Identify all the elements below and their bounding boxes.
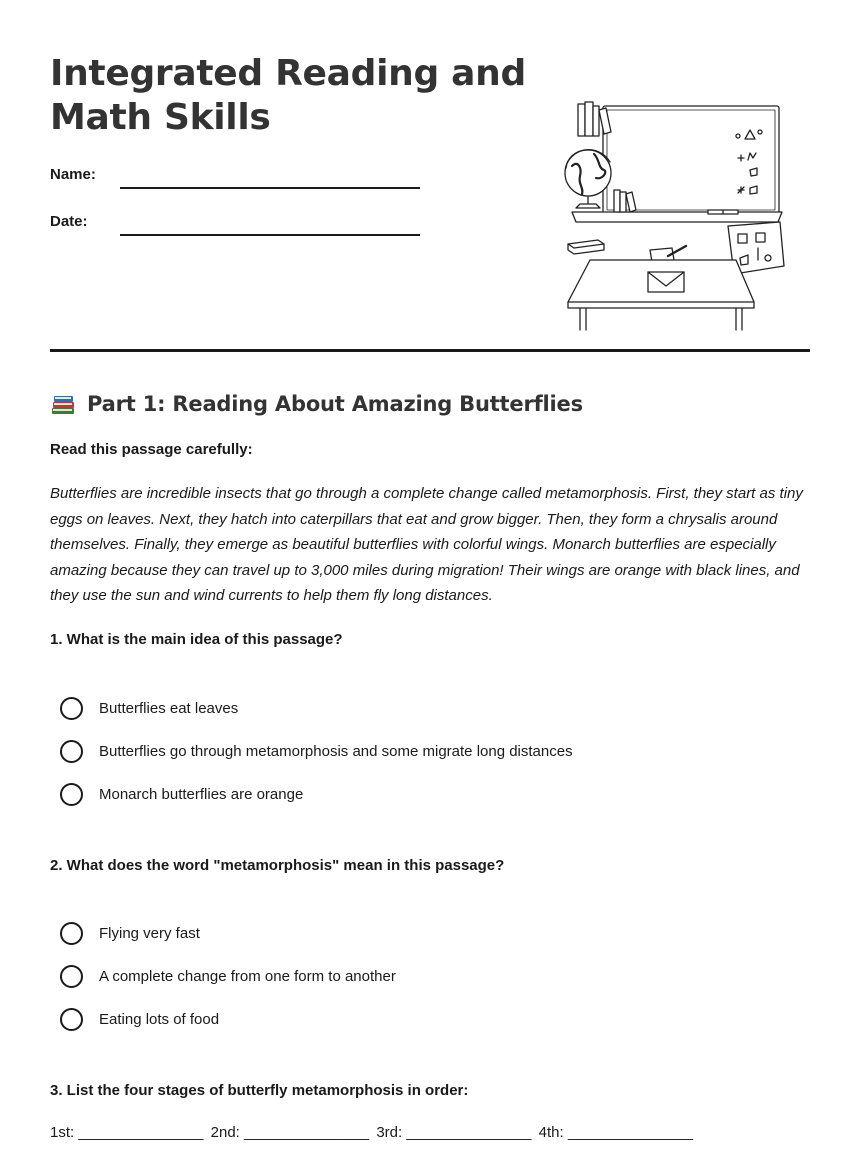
stage-1-blank[interactable]: 1st: _______________ — [50, 1124, 204, 1141]
worksheet-title — [50, 52, 550, 140]
radio-button[interactable] — [60, 965, 83, 988]
question-2: 2. What does the word "metamorphosis" mean in this passage? — [50, 857, 505, 874]
q2-option-b[interactable] — [60, 963, 396, 989]
option-label: A complete change from one form to another — [99, 967, 396, 985]
question-3: 3. List the four stages of butterfly metamorphosis in order: — [50, 1082, 469, 1099]
stage-4-blank[interactable]: 4th: _______________ — [538, 1124, 693, 1141]
date-label: Date: — [50, 213, 88, 230]
option-label: Monarch butterflies are orange — [99, 785, 304, 803]
worksheet-page — [50, 0, 810, 1161]
reading-instruction: Read this passage carefully: — [50, 441, 253, 458]
radio-button[interactable] — [60, 783, 83, 806]
q2-option-a[interactable] — [60, 920, 200, 946]
q1-option-c[interactable] — [60, 781, 303, 807]
date-field[interactable] — [120, 234, 420, 236]
name-label: Name: — [50, 166, 96, 183]
books-icon — [50, 391, 76, 417]
question-1: 1. What is the main idea of this passage? — [50, 631, 343, 648]
stage-2-blank[interactable]: 2nd: _______________ — [210, 1124, 370, 1141]
title-line-1: Integrated Reading and — [50, 53, 526, 94]
header-divider — [50, 349, 810, 352]
stage-3-blank[interactable]: 3rd: _______________ — [376, 1124, 532, 1141]
option-label: Butterflies go through metamorphosis and some migrate long distances — [99, 742, 573, 760]
radio-button[interactable] — [60, 1008, 83, 1031]
q1-option-a[interactable] — [60, 695, 238, 721]
option-label: Butterflies eat leaves — [99, 699, 239, 717]
classroom-chalkboard-illustration — [558, 98, 798, 334]
option-label: Eating lots of food — [99, 1010, 220, 1028]
radio-button[interactable] — [60, 922, 83, 945]
q2-option-c[interactable] — [60, 1006, 219, 1032]
q1-option-b[interactable] — [60, 738, 573, 764]
option-label: Flying very fast — [99, 924, 200, 942]
reading-passage: Butterflies are incredible insects that go through a complete change called metamorphosis. First, they start as tiny eggs on leaves. Next, they hatch into caterpillars that eat and grow bigger. Then, they form a chrysalis around themselves. Finally, they emerge as beautiful butterflies with colorful wings. Monarch butterflies are especially amazing because they can travel up to 3,000 miles during migration! Their wings are orange with black lines, and they use the sun and wind currents to help them fly long distances. — [50, 485, 803, 604]
part1-title: Part 1: Reading About Amazing Butterflies — [87, 392, 583, 416]
title-line-2: Math Skills — [50, 97, 271, 138]
stages-answer-row — [50, 1124, 696, 1141]
part1-heading — [50, 389, 583, 419]
radio-button[interactable] — [60, 740, 83, 763]
radio-button[interactable] — [60, 697, 83, 720]
name-field[interactable] — [120, 187, 420, 189]
